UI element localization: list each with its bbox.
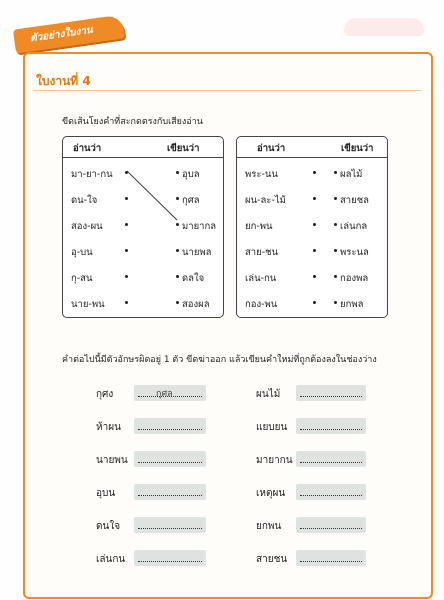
connect-dot[interactable] xyxy=(334,171,337,174)
correction-row xyxy=(96,517,206,537)
write-item[interactable]: ดลใจ xyxy=(182,273,205,284)
correction-row xyxy=(96,418,206,438)
read-item[interactable]: อุ-บน xyxy=(71,247,93,258)
col-header-read: อ่านว่า xyxy=(257,143,286,154)
match-row xyxy=(63,297,223,317)
col-header-write: เขียนว่า xyxy=(167,143,200,154)
misspelled-word: อุบน xyxy=(96,488,116,499)
answer-blank[interactable] xyxy=(134,484,206,500)
answer-blank[interactable] xyxy=(296,418,366,434)
match-row xyxy=(63,271,223,291)
misspelled-word: แยบยน xyxy=(256,422,288,433)
correction-row xyxy=(96,385,206,405)
write-item[interactable]: ผลไม้ xyxy=(340,169,363,180)
read-item[interactable]: สาย-ชน xyxy=(245,247,279,258)
connect-dot[interactable] xyxy=(125,197,128,200)
write-item[interactable]: เล่นกล xyxy=(340,221,368,232)
write-item[interactable]: ยกพล xyxy=(340,299,364,310)
header-rule xyxy=(237,157,387,158)
connect-dot[interactable] xyxy=(176,171,179,174)
write-item[interactable]: สองผล xyxy=(182,299,210,310)
correction-row xyxy=(256,517,366,537)
connect-dot[interactable] xyxy=(313,197,316,200)
answer-blank[interactable] xyxy=(296,517,366,533)
connect-dot[interactable] xyxy=(313,223,316,226)
misspelled-word: นายพน xyxy=(96,455,128,466)
match-row xyxy=(63,193,223,213)
read-item[interactable]: สอง-ผน xyxy=(71,221,103,232)
match-row xyxy=(237,245,387,265)
match-row xyxy=(237,167,387,187)
answer-blank[interactable] xyxy=(134,418,206,434)
correction-row xyxy=(96,550,206,570)
connect-dot[interactable] xyxy=(334,275,337,278)
matching-table-left xyxy=(62,136,224,318)
connect-dot[interactable] xyxy=(313,275,316,278)
write-item[interactable]: กองพล xyxy=(340,273,369,284)
connect-dot[interactable] xyxy=(334,223,337,226)
connect-dot[interactable] xyxy=(176,275,179,278)
correction-row xyxy=(256,550,366,570)
read-item[interactable]: เล่น-กน xyxy=(245,273,277,284)
instruction-correction: คำต่อไปนี้มีตัวอักษรผิดอยู่ 1 ตัว ขีดฆ่าออก แล้วเขียนคำใหม่ที่ถูกต้องลงในช่องว่าง xyxy=(62,355,377,365)
col-header-write: เขียนว่า xyxy=(341,143,374,154)
connect-dot[interactable] xyxy=(313,301,316,304)
misspelled-word: เหตุผน xyxy=(256,488,286,499)
answer-blank[interactable] xyxy=(134,517,206,533)
correction-row xyxy=(256,484,366,504)
misspelled-word: กุศง xyxy=(96,389,114,400)
connect-dot[interactable] xyxy=(125,249,128,252)
correction-row xyxy=(256,451,366,471)
read-item[interactable]: กุ-สน xyxy=(71,273,93,284)
worksheet-title: ใบงานที่ 4 xyxy=(36,74,91,88)
answer-blank[interactable] xyxy=(296,385,366,401)
read-item[interactable]: นาย-พน xyxy=(71,299,105,310)
col-header-read: อ่านว่า xyxy=(73,143,102,154)
connect-dot[interactable] xyxy=(334,197,337,200)
write-item[interactable]: กุศล xyxy=(182,195,200,206)
read-item[interactable]: ดน-ใจ xyxy=(71,195,98,206)
decorative-ribbon-ghost xyxy=(344,18,424,36)
worksheet-frame xyxy=(23,52,433,599)
read-item[interactable]: มา-ยา-กน xyxy=(71,169,113,180)
misspelled-word: ห้าผน xyxy=(96,422,121,433)
ribbon-label: ตัวอย่างใบงาน xyxy=(29,24,94,45)
misspelled-word: ดนใจ xyxy=(96,521,121,532)
match-row xyxy=(63,245,223,265)
connect-dot[interactable] xyxy=(125,275,128,278)
read-item[interactable]: กอง-พน xyxy=(245,299,278,310)
correction-row xyxy=(256,418,366,438)
title-divider xyxy=(33,90,421,91)
connect-dot[interactable] xyxy=(125,223,128,226)
match-row xyxy=(63,219,223,239)
answer-blank[interactable] xyxy=(134,550,206,566)
misspelled-word: ยกพน xyxy=(256,521,282,532)
write-item[interactable]: มายากล xyxy=(182,221,217,232)
connect-dot[interactable] xyxy=(334,249,337,252)
instruction-matching: ขีดเส้นโยงคำที่สะกดตรงกับเสียงอ่าน xyxy=(62,117,203,127)
write-item[interactable]: สายชล xyxy=(340,195,369,206)
connect-dot[interactable] xyxy=(176,249,179,252)
connect-dot[interactable] xyxy=(176,301,179,304)
misspelled-word: มายากน xyxy=(256,455,293,466)
answer-blank[interactable] xyxy=(296,550,366,566)
connect-dot[interactable] xyxy=(334,301,337,304)
read-item[interactable]: ยก-พน xyxy=(245,221,273,232)
answer-blank[interactable] xyxy=(296,451,366,467)
read-item[interactable]: ผน-ละ-ไม้ xyxy=(245,195,286,206)
connect-dot[interactable] xyxy=(125,171,128,174)
answer-blank[interactable] xyxy=(296,484,366,500)
misspelled-word: สายชน xyxy=(256,554,288,565)
connect-dot[interactable] xyxy=(176,197,179,200)
match-row xyxy=(237,271,387,291)
correction-row xyxy=(96,451,206,471)
correction-row xyxy=(256,385,366,405)
match-row xyxy=(237,219,387,239)
match-row xyxy=(237,193,387,213)
answer-blank[interactable] xyxy=(134,451,206,467)
connect-dot[interactable] xyxy=(313,249,316,252)
match-row xyxy=(237,297,387,317)
connect-dot[interactable] xyxy=(125,301,128,304)
matching-table-right xyxy=(236,136,388,318)
example-answer: กุศล xyxy=(156,389,173,399)
connect-dot[interactable] xyxy=(176,223,179,226)
match-row xyxy=(63,167,223,187)
header-ribbon xyxy=(13,14,125,53)
read-item[interactable]: พระ-นน xyxy=(245,169,278,180)
connect-dot[interactable] xyxy=(313,171,316,174)
correction-row xyxy=(96,484,206,504)
write-item[interactable]: อุบล xyxy=(182,169,200,180)
misspelled-word: เล่นกน xyxy=(96,554,126,565)
answer-blank[interactable] xyxy=(134,385,206,401)
misspelled-word: ผนไม้ xyxy=(256,389,281,400)
write-item[interactable]: นายพล xyxy=(182,247,212,258)
write-item[interactable]: พระนล xyxy=(340,247,369,258)
